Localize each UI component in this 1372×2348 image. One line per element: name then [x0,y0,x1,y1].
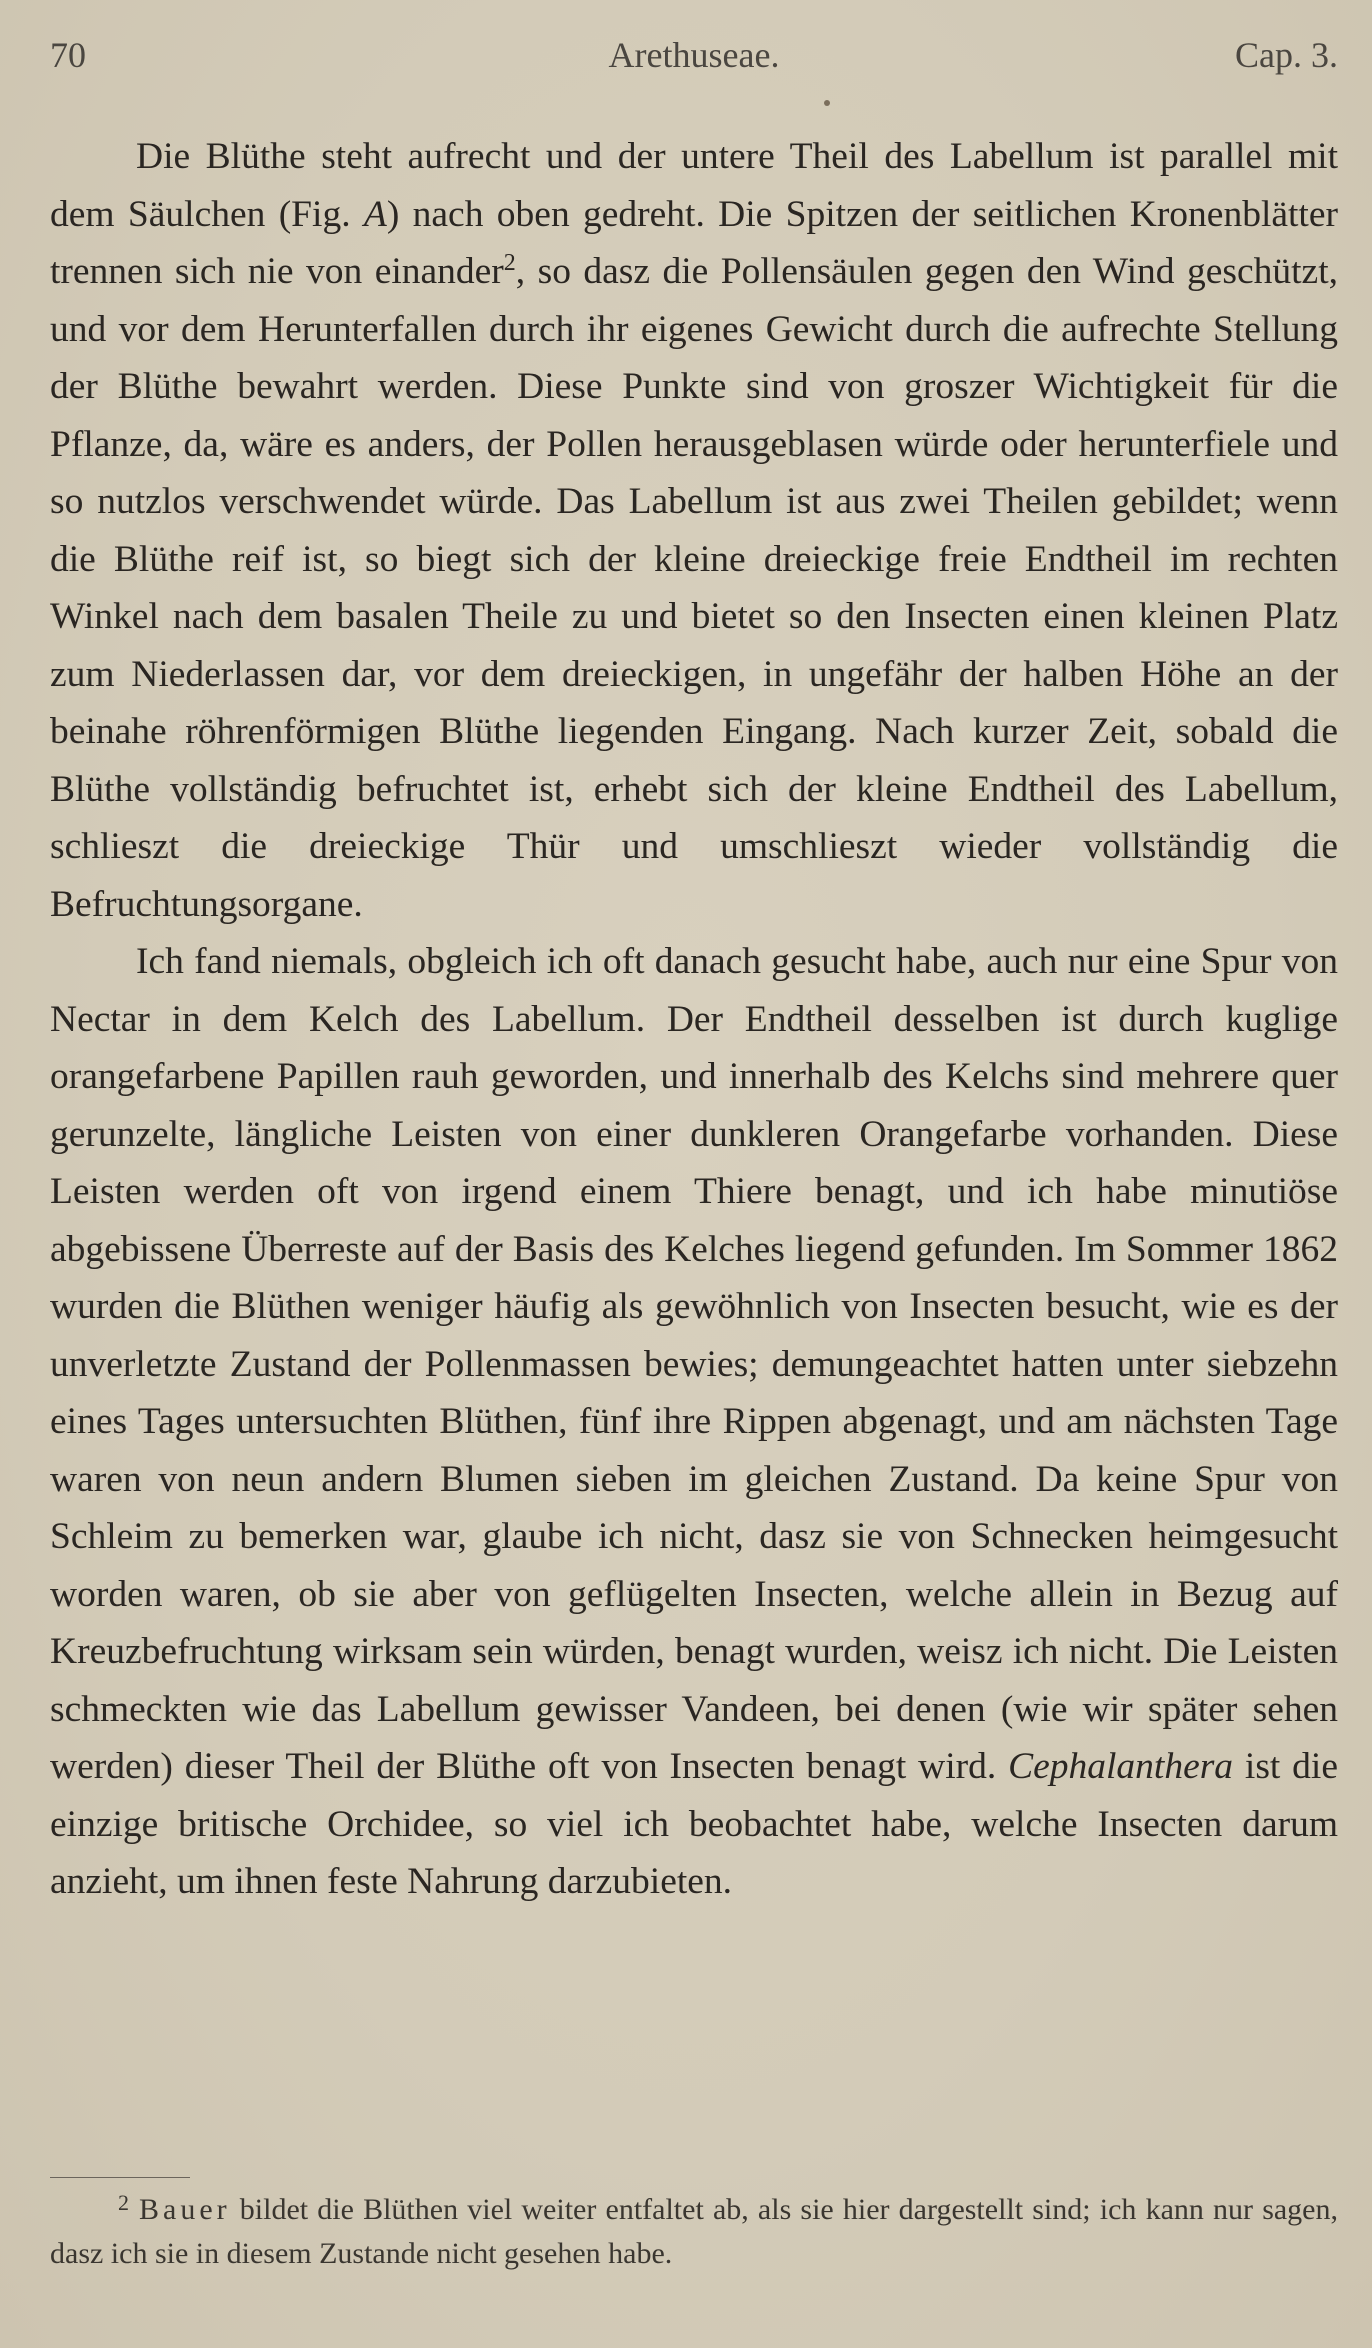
paragraph-1-part-b: ) nach oben gedreht. Die Spitzen der seitlichen Kronenblätter trennen sich nie von einander [50,193,1338,292]
page-number: 70 [50,35,86,75]
paragraph-1-part-a: Die Blüthe steht aufrecht und der untere Theil des Labellum ist parallel mit dem Säulchen (Fig. [50,136,1338,235]
paragraph-2 [50,933,1338,1911]
footnote-text: bildet die Blüthen viel weiter entfaltet ab, als sie hier dargestellt sind; ich kann nur sagen, dasz ich sie in diesem Zustande nicht gesehen habe. [50,2193,1338,2270]
footnote [50,2188,1338,2276]
running-title: Arethuseae. [608,35,780,75]
paragraph-1 [50,128,1338,933]
footnote-reference: 2 [503,250,516,276]
paragraph-2-part-b: ist die einzige britische Orchidee, so viel ich beobachtet habe, welche Insecten darum anzieht, um ihnen feste Nahrung darzubieten. [50,1746,1338,1902]
paragraph-1-part-c: , so dasz die Pollensäulen gegen den Wind geschützt, und vor dem Herunterfallen durch ihr eigenes Gewicht durch die aufrechte Stellung der Blüthe bewahrt werden. Diese Punkte sind von groszer Wichtigkeit für die Pflanze, da, wäre es anders, der Pollen herausgeblasen würde oder herunterfiele und so nutzlos verschwendet würde. Das Labellum ist aus zwei Theilen gebildet; wenn die Blüthe reif ist, so biegt sich der kleine dreieckige freie Endtheil im rechten Winkel nach dem basalen Theile zu und bietet so den Insecten einen kleinen Platz zum Niederlassen dar, vor dem dreieckigen, in ungefähr der halben Höhe an der beinahe röhrenförmigen Blüthe liegenden Eingang. Nach kurzer Zeit, sobald die Blüthe vollständig befruchtet ist, erhebt sich der kleine Endtheil des Labellum, schlieszt die dreieckige Thür und umschlieszt wieder vollständig die Befruchtungsorgane. [50,251,1338,925]
footnote-author: Bauer [139,2193,231,2226]
footnote-marker: 2 [118,2190,129,2215]
figure-reference: A [363,193,387,235]
running-header [50,34,1338,84]
main-text [50,128,1338,1911]
paragraph-2-part-a: Ich fand niemals, obgleich ich oft danach gesucht habe, auch nur eine Spur von Nectar in dem Kelch des Labellum. Der Endtheil desselben ist durch kuglige orangefarbene Papillen rauh geworden, und innerhalb des Kelchs sind mehrere quer gerunzelte, längliche Leisten von einer dunkleren Orangefarbe vorhanden. Diese Leisten werden oft von irgend einem Thiere benagt, und ich habe minutiöse abgebissene Überreste auf der Basis des Kelches liegend gefunden. Im Sommer 1862 wurden die Blüthen weniger häufig als gewöhnlich von Insecten besucht, wie es der unverletzte Zustand der Pollenmassen bewies; demungeachtet hatten unter siebzehn eines Tages untersuchten Blüthen, fünf ihre Rippen abgenagt, und am nächsten Tage waren von neun andern Blumen sieben im gleichen Zustand. Da keine Spur von Schleim zu bemerken war, glaube ich nicht, dasz sie von Schnecken heimgesucht worden waren, ob sie aber von geflügelten Insecten, welche allein in Bezug auf Kreuzbefruchtung wirksam sein würden, benagt wurden, weisz ich nicht. Die Leisten schmeckten wie das Labellum gewisser Vandeen, bei denen (wie wir später sehen werden) dieser Theil der Blüthe oft von Insecten benagt wird. [50,941,1338,1787]
footnote-rule [50,2177,190,2178]
print-speck [824,100,830,106]
chapter-label: Cap. 3. [1235,35,1338,75]
genus-name: Cephalanthera [1008,1746,1234,1787]
